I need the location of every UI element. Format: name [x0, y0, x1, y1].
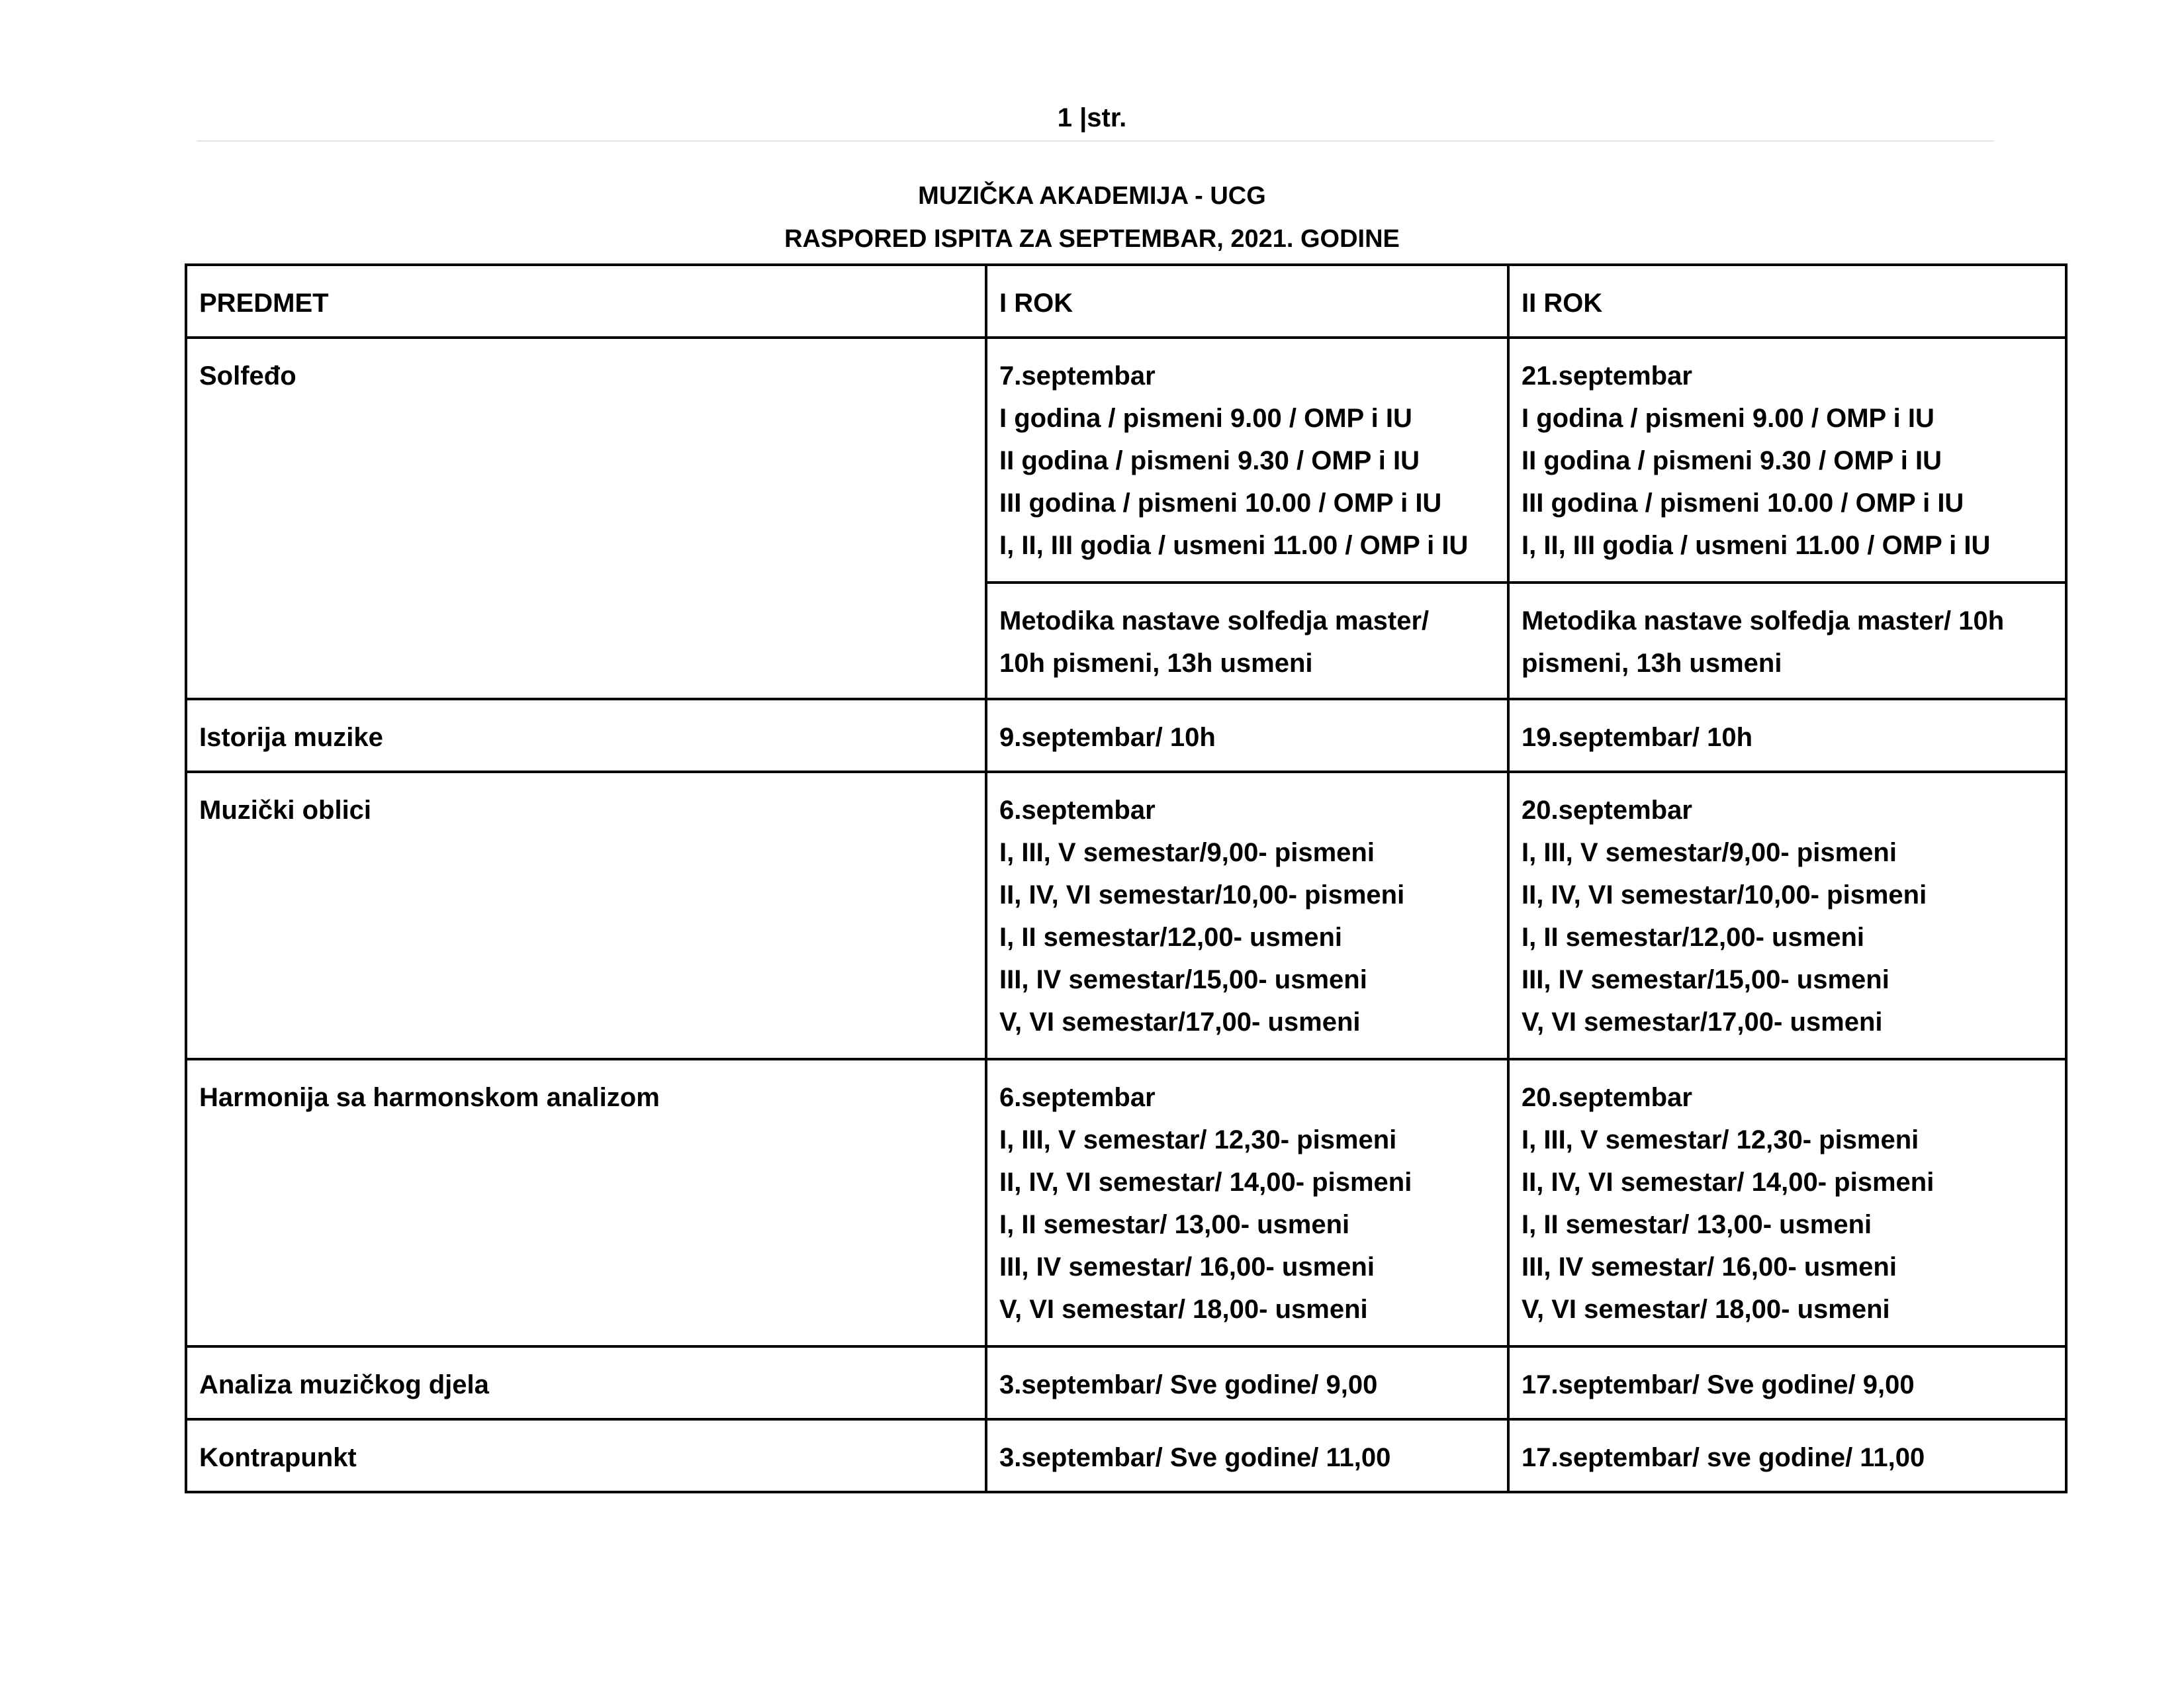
- rok2-line: II, IV, VI semestar/10,00- pismeni: [1522, 880, 1927, 910]
- rok2-line: 20.septembar: [1522, 1083, 1692, 1112]
- rok2-line: I godina / pismeni 9.00 / OMP i IU: [1522, 404, 1934, 433]
- rok2-line: 21.septembar: [1522, 361, 1692, 391]
- table-row: [186, 338, 2066, 583]
- rok1-line: II, IV, VI semestar/10,00- pismeni: [999, 880, 1405, 910]
- rok1-line: 3.septembar/ Sve godine/ 11,00: [999, 1443, 1391, 1472]
- rok1-cell: [986, 699, 1508, 772]
- rok2-line: II, IV, VI semestar/ 14,00- pismeni: [1522, 1168, 1934, 1197]
- rok1-line: II, IV, VI semestar/ 14,00- pismeni: [999, 1168, 1412, 1197]
- rok2-line: 17.septembar/ sve godine/ 11,00: [1522, 1443, 1925, 1472]
- rok2-line: I, II semestar/ 13,00- usmeni: [1522, 1210, 1872, 1239]
- rok1-line: V, VI semestar/ 18,00- usmeni: [999, 1295, 1368, 1324]
- rok2-line: II godina / pismeni 9.30 / OMP i IU: [1522, 446, 1942, 475]
- rok2-cell: [1508, 338, 2066, 583]
- rok1-line: V, VI semestar/17,00- usmeni: [999, 1008, 1361, 1037]
- rok1-line: 3.septembar/ Sve godine/ 9,00: [999, 1370, 1378, 1399]
- rok1-line: I, II semestar/ 13,00- usmeni: [999, 1210, 1350, 1239]
- rok2-cell: [1508, 1346, 2066, 1419]
- rok2-cell: [1508, 699, 2066, 772]
- rok2-line: III godina / pismeni 10.00 / OMP i IU: [1522, 489, 1964, 518]
- page-number: 1 |str.: [1057, 103, 1127, 132]
- rok1-cell: [986, 1059, 1508, 1346]
- subject-cell: Solfeđo: [186, 338, 986, 699]
- rok1-line: 10h pismeni, 13h usmeni: [999, 649, 1313, 678]
- rok1-line: 6.septembar: [999, 796, 1156, 825]
- table-row: [186, 1419, 2066, 1492]
- rok2-line: III, IV semestar/15,00- usmeni: [1522, 965, 1889, 994]
- rok1-line: I, III, V semestar/9,00- pismeni: [999, 838, 1375, 867]
- table-row: [186, 1346, 2066, 1419]
- header-rok1: I ROK: [986, 265, 1508, 338]
- institution-title: MUZIČKA AKADEMIJA - UCG: [918, 182, 1266, 210]
- rok2-line: I, III, V semestar/9,00- pismeni: [1522, 838, 1897, 867]
- rok2-cell: [1508, 583, 2066, 699]
- subject-cell: Kontrapunkt: [186, 1419, 986, 1492]
- rok2-line: I, II semestar/12,00- usmeni: [1522, 923, 1865, 952]
- rok1-cell: [986, 338, 1508, 583]
- rok1-line: I, II semestar/12,00- usmeni: [999, 923, 1343, 952]
- table-row: [186, 1059, 2066, 1346]
- rok2-line: I, III, V semestar/ 12,30- pismeni: [1522, 1125, 1919, 1154]
- rok2-line: 17.septembar/ Sve godine/ 9,00: [1522, 1370, 1915, 1399]
- rok1-line: II godina / pismeni 9.30 / OMP i IU: [999, 446, 1420, 475]
- rok2-line: III, IV semestar/ 16,00- usmeni: [1522, 1252, 1897, 1282]
- table-header-row: [186, 265, 2066, 338]
- subject-cell: Analiza muzičkog djela: [186, 1346, 986, 1419]
- schedule-title: RASPORED ISPITA ZA SEPTEMBAR, 2021. GODINE: [784, 225, 1400, 253]
- rok2-line: 20.septembar: [1522, 796, 1692, 825]
- rok1-line: 9.septembar/ 10h: [999, 723, 1216, 752]
- rok2-line: Metodika nastave solfedja master/ 10h: [1522, 606, 2005, 635]
- table-row: [186, 699, 2066, 772]
- table-row: [186, 772, 2066, 1059]
- header-divider: [197, 140, 1994, 142]
- rok2-line: pismeni, 13h usmeni: [1522, 649, 1782, 678]
- rok2-cell: [1508, 1059, 2066, 1346]
- rok2-line: V, VI semestar/17,00- usmeni: [1522, 1008, 1883, 1037]
- rok2-line: V, VI semestar/ 18,00- usmeni: [1522, 1295, 1890, 1324]
- rok1-cell: [986, 583, 1508, 699]
- rok1-line: III, IV semestar/15,00- usmeni: [999, 965, 1367, 994]
- rok1-line: III, IV semestar/ 16,00- usmeni: [999, 1252, 1375, 1282]
- exam-schedule-table: [185, 263, 2068, 1493]
- rok1-cell: [986, 1346, 1508, 1419]
- rok2-cell: [1508, 1419, 2066, 1492]
- subject-cell: Muzički oblici: [186, 772, 986, 1059]
- subject-cell: Harmonija sa harmonskom analizom: [186, 1059, 986, 1346]
- rok1-cell: [986, 1419, 1508, 1492]
- header-rok2: II ROK: [1508, 265, 2066, 338]
- subject-cell: Istorija muzike: [186, 699, 986, 772]
- rok1-line: I godina / pismeni 9.00 / OMP i IU: [999, 404, 1412, 433]
- rok2-line: 19.septembar/ 10h: [1522, 723, 1753, 752]
- rok1-line: III godina / pismeni 10.00 / OMP i IU: [999, 489, 1442, 518]
- rok2-line: I, II, III godia / usmeni 11.00 / OMP i IU: [1522, 531, 1991, 560]
- rok1-line: Metodika nastave solfedja master/: [999, 606, 1430, 635]
- rok1-line: 7.septembar: [999, 361, 1156, 391]
- rok2-cell: [1508, 772, 2066, 1059]
- rok1-cell: [986, 772, 1508, 1059]
- header-subject: PREDMET: [186, 265, 986, 338]
- rok1-line: 6.septembar: [999, 1083, 1156, 1112]
- rok1-line: I, III, V semestar/ 12,30- pismeni: [999, 1125, 1397, 1154]
- rok1-line: I, II, III godia / usmeni 11.00 / OMP i IU: [999, 531, 1469, 560]
